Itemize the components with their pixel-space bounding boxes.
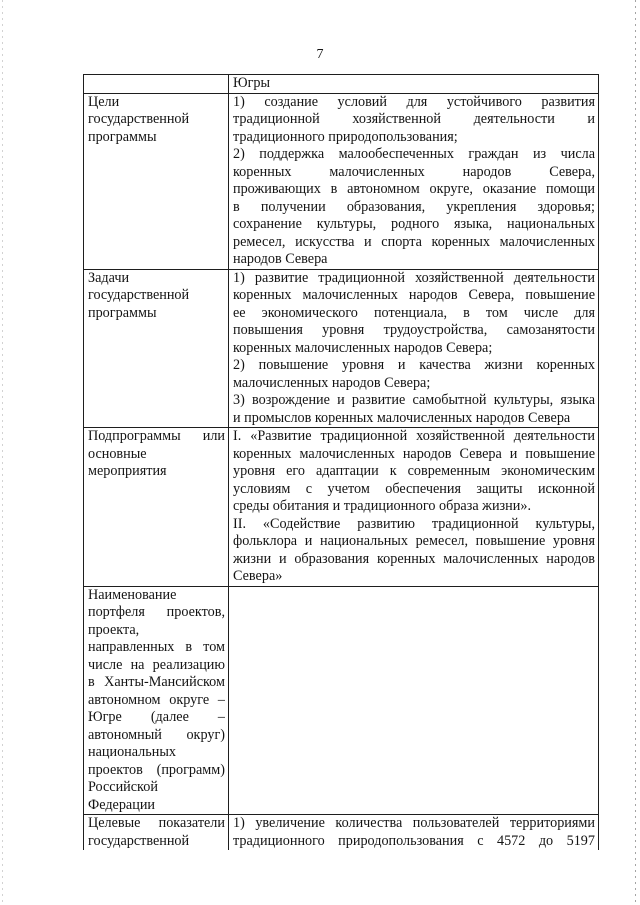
label-line: мероприятия xyxy=(88,463,167,479)
row-label-cell xyxy=(84,815,229,850)
text-line: повышения уровня трудоустройства, самозанятости xyxy=(233,322,595,338)
text-line: традиционной хозяйственной деятельности и xyxy=(233,111,595,127)
label-line: проектов (программ) xyxy=(88,761,225,778)
label-line: Цели xyxy=(88,93,120,110)
label-line: числе на реализацию xyxy=(88,656,225,673)
label-line: автономном округе – xyxy=(88,691,225,708)
table-row xyxy=(84,75,599,94)
text-line: 2) повышение уровня и качества жизни коренных xyxy=(233,357,595,373)
text-line: в получении образования, укрепления здоровья; xyxy=(233,198,595,215)
label-line: государственной xyxy=(88,832,190,849)
label-line: основные xyxy=(88,445,147,462)
row-content-cell xyxy=(229,428,599,586)
label-line: Задачи xyxy=(88,269,130,286)
text-line: 1) увеличение количества пользователей территориями xyxy=(233,815,595,831)
text-line: фольклора и национальных ремесел, повышение уровня xyxy=(233,533,595,549)
text-line: коренных малочисленных народов Севера, xyxy=(233,163,595,180)
label-line: Федерации xyxy=(88,796,156,813)
label-line: проекта, xyxy=(88,621,140,638)
row-label-cell xyxy=(84,75,229,93)
text-line: I. «Развитие традиционной хозяйственной деятельности xyxy=(233,428,595,444)
row-label-cell xyxy=(84,94,229,269)
text-line: среды обитания и традиционного образа жизни». xyxy=(233,498,531,514)
text-line: народов Севера xyxy=(233,251,328,267)
text-line: коренных малочисленных народов Севера, повышение xyxy=(233,287,595,303)
row-label-cell xyxy=(84,428,229,586)
scan-edge-right xyxy=(635,0,636,905)
row-label-cell xyxy=(84,270,229,428)
row-content-cell xyxy=(229,587,599,815)
text-line: коренных малочисленных народов Севера и повышение xyxy=(233,445,595,462)
label-line: портфеля проектов, xyxy=(88,604,225,620)
document-table xyxy=(83,74,599,850)
row-content-cell xyxy=(229,270,599,428)
label-line: направленных в том xyxy=(88,639,225,655)
text-line: и промыслов коренных малочисленных народов Севера xyxy=(233,409,571,426)
label-line: в Ханты-Мансийском xyxy=(88,674,225,690)
text-line: малочисленных народов Севера; xyxy=(233,374,431,391)
text-line: 1) создание условий для устойчивого развития xyxy=(233,93,595,110)
label-line: программы xyxy=(88,128,157,145)
text-line: уровня его адаптации к современным экономическим xyxy=(233,463,595,479)
text-line: 1) развитие традиционной хозяйственной деятельности xyxy=(233,269,595,286)
text-line: 3) возрождение и развитие самобытной культуры, языка xyxy=(233,392,595,408)
row-content-cell xyxy=(229,815,599,850)
text-line: жизни и образования коренных малочисленных народов xyxy=(233,550,595,567)
label-line: Наименование xyxy=(88,586,177,603)
label-line: Российской xyxy=(88,779,158,795)
table-row xyxy=(84,815,599,850)
scan-edge-left xyxy=(2,0,3,905)
text-line: сохранение культуры, родного языка, национальных xyxy=(233,216,595,232)
label-line: государственной xyxy=(88,287,190,303)
text-line: 2) поддержка малообеспеченных граждан из числа xyxy=(233,146,595,162)
table-row xyxy=(84,270,599,429)
label-line: автономный округ) xyxy=(88,726,225,743)
text-line: ремесел, искусства и спорта коренных малочисленных xyxy=(233,233,595,250)
text-line: ее экономического потенциала, в том числе для xyxy=(233,304,595,321)
text-line: проживающих в автономном округе, оказание помощи xyxy=(233,181,595,197)
text-line: условиям с учетом обеспечения защиты исконной xyxy=(233,480,595,497)
text-line: II. «Содействие развитию традиционной культуры, xyxy=(233,515,595,532)
text-line: традиционного природопользования с 4572 до 5197 xyxy=(233,832,595,849)
label-line: Югре (далее – xyxy=(88,709,225,725)
label-line: национальных xyxy=(88,744,176,760)
label-line: Целевые показатели xyxy=(88,815,225,831)
table-row xyxy=(84,94,599,270)
row-content-cell xyxy=(229,75,599,93)
page-number: 7 xyxy=(316,47,324,62)
table-row xyxy=(84,428,599,587)
label-line: Подпрограммы или xyxy=(88,428,225,444)
label-line: государственной xyxy=(88,111,190,127)
label-line: программы xyxy=(88,304,157,321)
table-row xyxy=(84,587,599,816)
row-content-cell xyxy=(229,94,599,269)
text-line: Югры xyxy=(233,75,271,91)
text-line: Севера» xyxy=(233,568,283,584)
text-line: коренных малочисленных народов Севера; xyxy=(233,339,493,356)
text-line: традиционного природопользования; xyxy=(233,128,458,145)
row-label-cell xyxy=(84,587,229,815)
